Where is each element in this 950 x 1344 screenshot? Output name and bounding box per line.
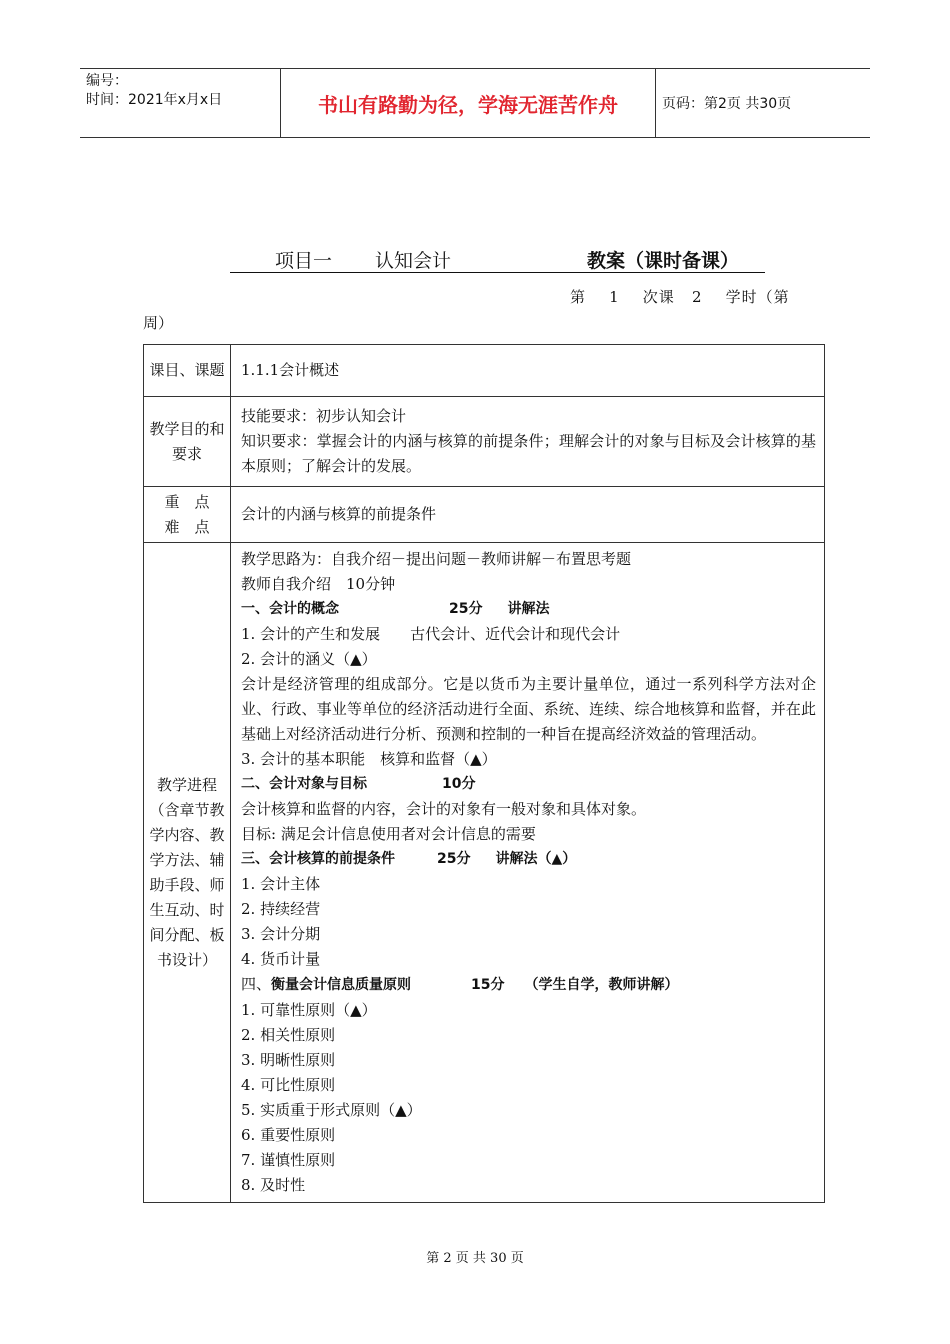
row-process [144,543,825,1203]
section-4-item: 5. 实质重于形式原则（▲） [241,1101,422,1119]
row-goals [144,397,825,487]
title-topic: 认知会计 [375,250,452,272]
process-label: 教学进程（含章节教学内容、教学方法、辅助手段、师生互动、时间分配、板书设计） [144,543,231,1203]
section-2-line-1: 会计核算和监督的内容，会计的对象有一般对象和具体对象。 [241,800,647,818]
page-header [80,68,870,138]
week-info: 周） [143,314,174,332]
key-label-focus: 重 点 [164,492,210,511]
lesson-table [143,344,825,1203]
section-4-heading [241,972,816,998]
section-4-item: 2. 相关性原则 [241,1026,336,1044]
process-intro: 教学思路为：自我介绍－提出问题－教师讲解－布置思考题 [241,550,632,568]
header-motto: 书山有路勤为径，学海无涯苦作舟 [280,69,656,137]
key-label-difficulty: 难 点 [164,517,210,536]
course-content: 1.1.1会计概述 [231,345,825,397]
course-label: 课目、课题 [144,345,231,397]
section-3-method: 讲解法（▲） [495,851,577,867]
page-footer: 第 2 页 共 30 页 [426,1251,524,1266]
section-1-item-3: 3. 会计的基本职能 核算和监督（▲） [241,750,497,768]
section-4-item: 1. 可靠性原则（▲） [241,1001,377,1019]
section-3-item: 2. 持续经营 [241,900,321,918]
section-2-heading [241,772,816,797]
process-content [231,543,825,1203]
header-page-info: 页码：第2页 共30页 [662,96,792,112]
section-3-time: 25分 [437,851,471,867]
section-1-paragraph: 会计是经济管理的组成部分。它是以货币为主要计量单位，通过一系列科学方法对企业、行政、事业等单位的经济活动进行全面、系统、连续、综合地核算和监督，并在此基础上对经济活动进行分析、预测和控制的一种旨在提高经济效益的管理活动。 [241,675,816,743]
section-1-time: 25分 [449,601,483,617]
title-doc-type: 教案（课时备课） [587,250,740,272]
section-3-item: 3. 会计分期 [241,925,321,943]
process-self-intro: 教师自我介绍 10分钟 [241,575,396,593]
section-4-note: （学生自学，教师讲解） [524,977,679,993]
section-3-item: 4. 货币计量 [241,950,321,968]
goals-content [231,397,825,487]
section-4-title: 衡量会计信息质量原则 [271,977,412,993]
item-text: 1. 会计的产生和发展 [241,625,381,643]
section-2-title: 二、会计对象与目标 [241,776,367,792]
lesson-title [230,246,765,273]
section-1-method: 讲解法 [507,601,550,617]
title-project: 项目一 [275,250,333,272]
item-detail: 古代会计、近代会计和现代会计 [410,625,621,643]
section-4-item: 6. 重要性原则 [241,1126,336,1144]
section-4-item: 8. 及时性 [241,1176,306,1194]
section-2-line-2: 目标: 满足会计信息使用者对会计信息的需要 [241,825,536,843]
section-4-item: 7. 谨慎性原则 [241,1151,336,1169]
key-content: 会计的内涵与核算的前提条件 [231,487,825,543]
doc-date: 时间：2021年x月x日 [86,92,223,108]
goals-label: 教学目的和要求 [144,397,231,487]
section-1-title: 一、会计的概念 [241,601,339,617]
section-3-item: 1. 会计主体 [241,875,321,893]
row-key-points [144,487,825,543]
row-course [144,345,825,397]
section-4-item: 4. 可比性原则 [241,1076,336,1094]
section-1-heading [241,597,816,622]
session-info: 第 1 次课 2 学时（第 [570,288,790,306]
doc-number-label: 编号： [86,73,128,89]
goal-skill: 技能要求：初步认知会计 [241,407,407,425]
header-meta [80,69,280,137]
section-1-item-1 [241,622,816,647]
section-3-title: 三、会计核算的前提条件 [241,851,395,867]
section-4-item: 3. 明晰性原则 [241,1051,336,1069]
section-4-prefix: 四、 [241,975,272,993]
section-4-time: 15分 [471,977,505,993]
goal-knowledge: 知识要求：掌握会计的内涵与核算的前提条件；理解会计的对象与目标及会计核算的基本原则；了解会计的发展。 [241,432,816,475]
section-2-time: 10分 [442,776,476,792]
key-label [144,487,231,543]
section-3-heading [241,847,816,872]
section-1-item-2: 2. 会计的涵义（▲） [241,650,377,668]
